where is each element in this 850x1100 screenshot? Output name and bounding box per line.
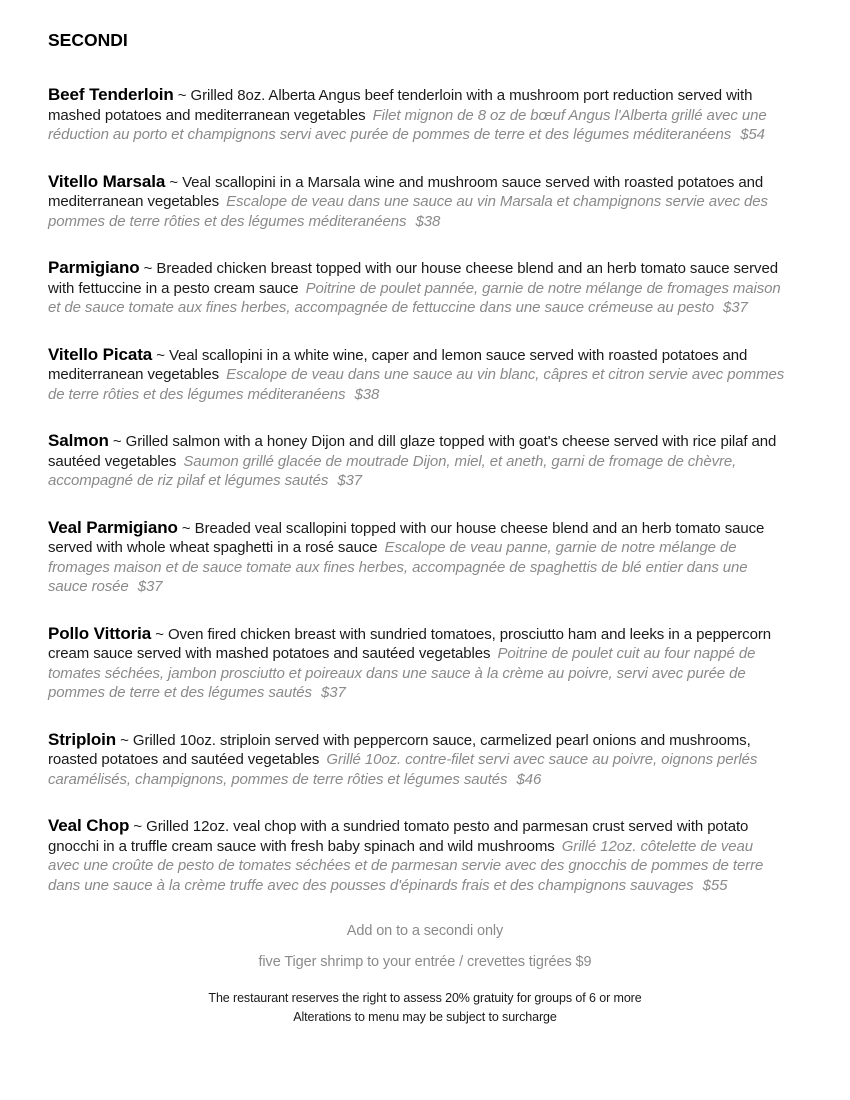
dish-description-en: Veal scallopini in a white wine, caper and lemon sauce served with roasted potatoes and mediterranean vegetables — [48, 346, 748, 383]
dish-description-fr: Escalope de veau panne, garnie de notre mélange de fromages maison et de sauce tomate aux fines herbes, accompagnée de spaghettis de blé entier dans une sauce rosée — [48, 539, 748, 595]
addon-heading: Add on to a secondi only — [346, 923, 504, 939]
section-title: SECONDI — [48, 30, 128, 50]
dish-name: Parmigiano — [48, 258, 140, 277]
dish-description-en: Breaded veal scallopini topped with our house cheese blend and an herb tomato sauce served with whole wheat spaghetti in a rosé sauce — [48, 519, 765, 556]
menu-item-beef-tenderloin — [48, 85, 788, 145]
dish-name: Vitello Picata — [48, 344, 153, 364]
gratuity-note: The restaurant reserves the right to assess 20% gratuity for groups of 6 or more — [208, 991, 642, 1005]
dish-description-fr: Escalope de veau dans une sauce au vin Marsala et champignons servie avec des pommes de terre rôties et des légumes méditeranéens — [48, 193, 768, 230]
tilde-separator: ~ — [181, 519, 191, 537]
dish-name: Striploin — [48, 729, 117, 749]
menu-item-vitello-marsala — [48, 172, 788, 232]
menu-item-parmigiano — [48, 258, 788, 318]
dish-description-fr: Grillé 10oz. contre-filet servi avec sauce au poivre, oignons perlés caramélisés, champignons, pommes de terre rôties et légumes sautés — [48, 751, 758, 788]
menu-item-vitello-picata — [48, 345, 788, 405]
dish-price: $54 — [740, 126, 765, 143]
tilde-separator: ~ — [156, 346, 165, 364]
dish-name: Salmon — [48, 431, 109, 450]
tilde-separator: ~ — [112, 433, 122, 450]
menu-item-striploin — [48, 730, 788, 790]
dish-description-en: Grilled 10oz. striploin served with peppercorn sauce, carmelized pearl onions and mushrooms, roasted potatoes and sautéed vegetables — [48, 731, 751, 768]
tilde-separator: ~ — [120, 731, 129, 749]
dish-description-fr: Grillé 12oz. côtelette de veau avec une croûte de pesto de tomates séchées et de parmesan servie avec des gnocchis de pommes de terre dans une sauce à la crème truffe avec des pousses d'épinards frais et des champignons sauvages — [48, 837, 764, 894]
dish-price: $38 — [354, 385, 380, 403]
dish-price: $37 — [723, 299, 748, 316]
tilde-separator: ~ — [155, 625, 164, 643]
dish-description-fr: Poitrine de poulet pannée, garnie de notre mélange de fromages maison et de sauce tomate aux fines herbes, accompagnée de fettuccine dans une sauce crémeuse au pesto — [48, 279, 781, 316]
addon-item: five Tiger shrimp to your entrée / crevettes tigrées $9 — [258, 954, 592, 970]
dish-description-en: Grilled 8oz. Alberta Angus beef tenderloin with a mushroom port reduction served with mashed potatoes and mediterranean vegetables — [48, 87, 753, 124]
dish-price: $55 — [702, 876, 728, 894]
dish-description-en: Grilled salmon with a honey Dijon and dill glaze topped with goat's cheese served with rice pilaf and sautéed vegetables — [48, 433, 777, 470]
dish-description-fr: Filet mignon de 8 oz de bœuf Angus l'Alberta grillé avec une réduction au porto et champignons servi avec purée de pommes de terre et des légumes méditeranéens — [48, 106, 767, 143]
dish-name: Pollo Vittoria — [48, 623, 152, 643]
dish-price: $37 — [321, 684, 346, 701]
dish-price: $38 — [415, 212, 441, 230]
tilde-separator: ~ — [169, 173, 178, 191]
dish-description-en: Grilled 12oz. veal chop with a sundried tomato pesto and parmesan crust served with potato gnocchi in a truffle cream sauce with fresh baby spinach and wild mushrooms — [48, 818, 749, 855]
surcharge-note: Alterations to menu may be subject to surcharge — [293, 1010, 557, 1024]
dish-price: $37 — [337, 472, 363, 489]
dish-name: Veal Chop — [48, 816, 130, 835]
dish-name: Vitello Marsala — [48, 171, 166, 191]
menu-item-pollo-vittoria — [48, 624, 788, 703]
menu-item-salmon — [48, 431, 788, 491]
dish-price: $46 — [516, 770, 542, 788]
dish-description-en: Breaded chicken breast topped with our house cheese blend and an herb tomato sauce served with fettuccine in a pesto cream sauce — [48, 260, 778, 297]
menu-item-veal-parmigiano — [48, 518, 788, 597]
dish-description-fr: Saumon grillé glacée de moutrade Dijon, miel, et aneth, garni de fromage de chèvre, accompagné de riz pilaf et légumes sautés — [48, 452, 737, 489]
tilde-separator: ~ — [133, 818, 143, 835]
tilde-separator: ~ — [177, 87, 187, 104]
dish-name: Veal Parmigiano — [48, 517, 178, 537]
menu-footer — [0, 922, 850, 1025]
dish-description-en: Veal scallopini in a Marsala wine and mushroom sauce served with roasted potatoes and mediterranean vegetables — [48, 173, 764, 210]
dish-description-en: Oven fired chicken breast with sundried tomatoes, prosciutto ham and leeks in a peppercorn cream sauce served with mashed potatoes and sautéed vegetables — [48, 625, 771, 662]
dish-description-fr: Escalope de veau dans une sauce au vin blanc, câpres et citron servie avec pommes de terre rôties et des légumes méditeranéens — [48, 366, 785, 403]
menu-item-veal-chop — [48, 816, 788, 895]
dish-name: Beef Tenderloin — [48, 85, 174, 104]
dish-description-fr: Poitrine de poulet cuit au four nappé de tomates séchées, jambon prosciutto et poireaux dans une sauce à la crème au poivre, servi avec purée de pommes de terre et des légumes sautés — [48, 645, 756, 701]
tilde-separator: ~ — [143, 260, 153, 277]
dish-price: $37 — [137, 578, 163, 595]
